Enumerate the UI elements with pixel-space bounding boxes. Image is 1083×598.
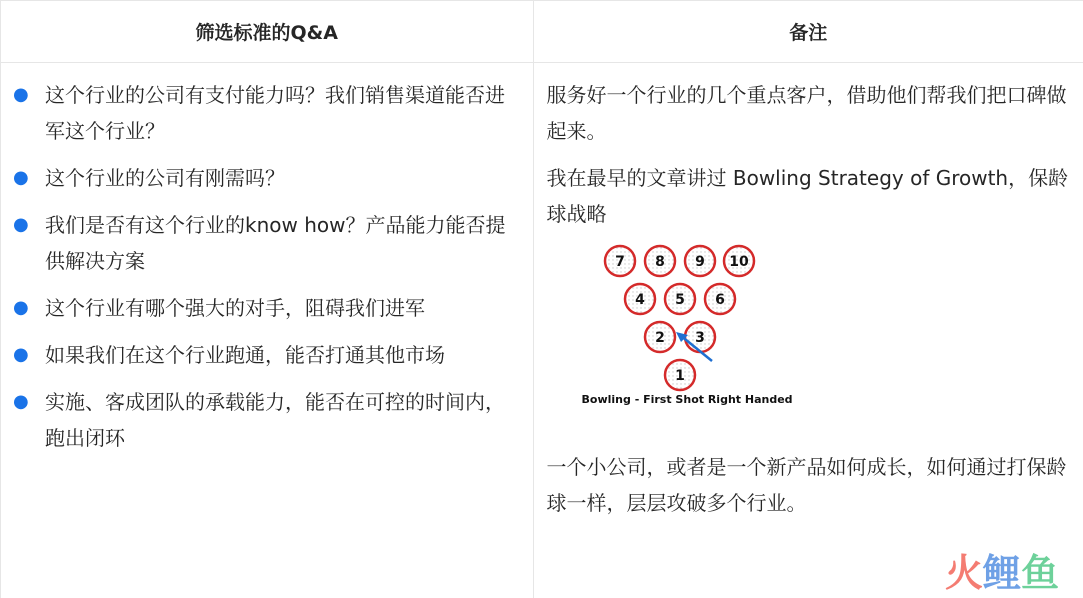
bullet-icon: ● [13,214,29,235]
bowling-pin [605,246,635,276]
watermark-char: 火 [944,551,983,595]
table-body [1,63,1083,598]
bowling-pin [645,246,675,276]
bowling-caption: Bowling - First Shot Right Handed [581,393,793,406]
list-item: ● 我们是否有这个行业的know how？产品能力能否提供解决方案 [11,207,519,279]
qa-cell [1,63,534,598]
bowling-pin [625,284,655,314]
list-item: ● 如果我们在这个行业跑通，能否打通其他市场 [11,337,519,373]
watermark-logo [945,552,1059,594]
pin-number: 5 [674,292,685,308]
table-header [1,1,1083,63]
pin-number: 4 [634,292,645,308]
bullet-icon: ● [13,391,29,412]
bullet-icon: ● [13,344,29,365]
bowling-pins-graphic [580,243,800,393]
bowling-pin [685,246,715,276]
pin-number: 2 [654,330,665,346]
header-notes: 备注 [789,22,828,44]
note-paragraph-3: 一个小公司，或者是一个新产品如何成长，如何通过打保龄球一样，层层攻破多个行业。 [546,455,1067,515]
watermark-char: 鱼 [1020,551,1059,595]
list-item: ● 这个行业有哪个强大的对手，阻碍我们进军 [11,290,519,326]
notes-cell [534,63,1083,598]
pin-number: 8 [654,254,665,270]
note-paragraph-1: 服务好一个行业的几个重点客户，借助他们帮我们把口碑做起来。 [546,83,1067,143]
bullet-icon: ● [13,297,29,318]
list-item: ● 实施、客成团队的承载能力，能否在可控的时间内，跑出闭环 [11,384,519,456]
bullet-icon: ● [13,84,29,105]
pin-number: 3 [694,330,705,346]
pin-number: 9 [694,254,705,270]
bowling-pin [705,284,735,314]
bullet-icon: ● [13,167,29,188]
pin-number: 10 [728,254,749,270]
bowling-pin [645,322,675,352]
header-qa: 筛选标准的Q&A [1,1,534,62]
pin-number: 6 [714,292,725,308]
qa-list [11,77,519,456]
watermark-char: 鲤 [982,551,1021,595]
list-item: ● 这个行业的公司有支付能力吗？我们销售渠道能否进军这个行业？ [11,77,519,149]
list-item: ● 这个行业的公司有刚需吗？ [11,160,519,196]
bowling-pin [685,322,715,352]
pin-number: 1 [674,368,685,384]
bowling-pin [724,246,754,276]
bowling-pin [665,284,695,314]
bowling-pin [665,360,695,390]
pin-number: 7 [614,254,625,270]
note-paragraph-2: 我在最早的文章讲过 Bowling Strategy of Growth，保龄球战略 [546,166,1069,226]
bowling-pins-image [580,243,800,423]
